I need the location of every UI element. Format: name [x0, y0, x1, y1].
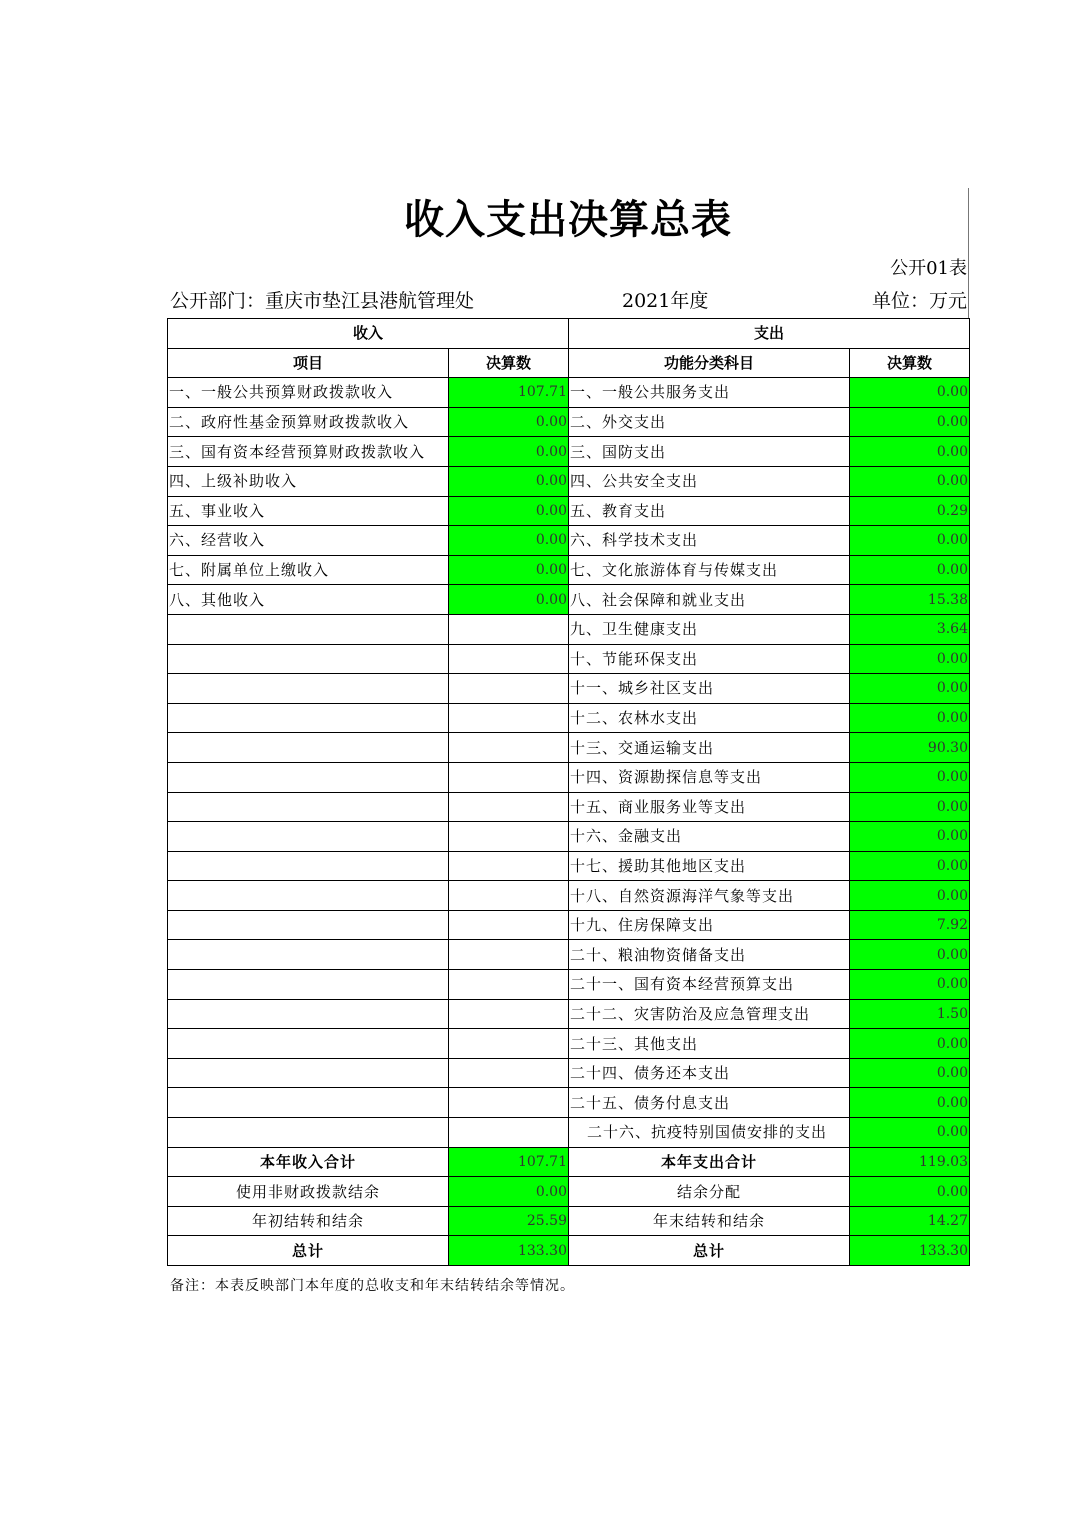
expense-item-label: 一、一般公共服务支出: [568, 378, 849, 408]
table-row: [168, 851, 970, 881]
income-item-label: [168, 733, 449, 763]
income-item-value: 0.00: [449, 437, 569, 467]
expense-item-label: 七、文化旅游体育与传媒支出: [568, 555, 849, 585]
expense-item-value: 0.00: [850, 407, 970, 437]
summary-income-label: 总计: [168, 1236, 449, 1266]
expense-item-value: 0.00: [850, 940, 970, 970]
expense-item-value: 0.00: [850, 851, 970, 881]
unit-label: 单位：万元: [871, 290, 967, 312]
summary-expense-label: 本年支出合计: [568, 1147, 849, 1177]
budget-table: [167, 318, 970, 1266]
expense-item-label: 十五、商业服务业等支出: [568, 792, 849, 822]
income-item-value: 0.00: [449, 407, 569, 437]
expense-item-value: 0.00: [850, 378, 970, 408]
income-item-value: [449, 674, 569, 704]
income-item-value: [449, 703, 569, 733]
function-item-column-header: 功能分类科目: [568, 348, 849, 378]
income-item-value: [449, 733, 569, 763]
expense-item-label: 十、节能环保支出: [568, 644, 849, 674]
expense-item-value: 0.00: [850, 1088, 970, 1118]
expense-item-label: 二十一、国有资本经营预算支出: [568, 970, 849, 1000]
income-item-label: [168, 970, 449, 1000]
expense-item-value: 1.50: [850, 999, 970, 1029]
table-row: [168, 910, 970, 940]
summary-row: [168, 1206, 970, 1236]
expense-item-label: 二十三、其他支出: [568, 1029, 849, 1059]
form-number: 公开01表: [890, 258, 967, 279]
table-row: [168, 792, 970, 822]
table-row: [168, 1118, 970, 1148]
expense-item-value: 0.00: [850, 762, 970, 792]
summary-income-value: 133.30: [449, 1236, 569, 1266]
income-item-value: 107.71: [449, 378, 569, 408]
table-row: [168, 555, 970, 585]
expense-item-label: 二十、粮油物资储备支出: [568, 940, 849, 970]
table-row: [168, 762, 970, 792]
expense-item-value: 0.00: [850, 644, 970, 674]
income-item-label: [168, 792, 449, 822]
income-item-value: [449, 940, 569, 970]
income-item-value: [449, 792, 569, 822]
income-item-label: [168, 762, 449, 792]
expense-item-label: 十二、农林水支出: [568, 703, 849, 733]
table-row: [168, 940, 970, 970]
department-label: 公开部门：重庆市垫江县港航管理处: [170, 290, 475, 312]
expense-item-label: 十九、住房保障支出: [568, 910, 849, 940]
summary-income-label: 使用非财政拨款结余: [168, 1177, 449, 1207]
expense-item-label: 二、外交支出: [568, 407, 849, 437]
expense-item-label: 八、社会保障和就业支出: [568, 585, 849, 615]
table-row: [168, 999, 970, 1029]
amount2-column-header: 决算数: [850, 348, 970, 378]
income-item-label: [168, 1118, 449, 1148]
table-row: [168, 496, 970, 526]
expense-item-value: 0.00: [850, 555, 970, 585]
expense-item-label: 四、公共安全支出: [568, 466, 849, 496]
table-row: [168, 881, 970, 911]
summary-row: [168, 1177, 970, 1207]
income-item-value: [449, 822, 569, 852]
expense-item-label: 二十四、债务还本支出: [568, 1058, 849, 1088]
income-item-value: [449, 644, 569, 674]
expense-item-label: 十八、自然资源海洋气象等支出: [568, 881, 849, 911]
income-item-label: 八、其他收入: [168, 585, 449, 615]
income-header: 收入: [168, 319, 569, 349]
income-item-label: [168, 674, 449, 704]
table-row: [168, 1029, 970, 1059]
expense-item-value: 0.00: [850, 881, 970, 911]
table-row: [168, 466, 970, 496]
income-item-value: [449, 851, 569, 881]
income-item-value: 0.00: [449, 526, 569, 556]
income-item-label: 七、附属单位上缴收入: [168, 555, 449, 585]
income-item-value: 0.00: [449, 585, 569, 615]
expense-item-value: 90.30: [850, 733, 970, 763]
table-row: [168, 674, 970, 704]
income-item-label: [168, 644, 449, 674]
income-item-label: [168, 851, 449, 881]
table-row: [168, 407, 970, 437]
income-item-label: [168, 910, 449, 940]
table-row: [168, 437, 970, 467]
income-item-value: [449, 1118, 569, 1148]
expense-item-label: 六、科学技术支出: [568, 526, 849, 556]
expense-item-value: 0.00: [850, 822, 970, 852]
income-item-label: 二、政府性基金预算财政拨款收入: [168, 407, 449, 437]
expense-item-label: 十六、金融支出: [568, 822, 849, 852]
summary-income-value: 25.59: [449, 1206, 569, 1236]
expense-item-label: 十四、资源勘探信息等支出: [568, 762, 849, 792]
income-item-value: [449, 881, 569, 911]
expense-item-label: 五、教育支出: [568, 496, 849, 526]
income-item-label: 一、一般公共预算财政拨款收入: [168, 378, 449, 408]
income-item-value: [449, 1029, 569, 1059]
summary-income-label: 年初结转和结余: [168, 1206, 449, 1236]
table-row: [168, 970, 970, 1000]
summary-income-value: 0.00: [449, 1177, 569, 1207]
expense-item-value: 0.00: [850, 1058, 970, 1088]
summary-expense-value: 133.30: [850, 1236, 970, 1266]
table-row: [168, 733, 970, 763]
income-item-label: 四、上级补助收入: [168, 466, 449, 496]
summary-expense-label: 年末结转和结余: [568, 1206, 849, 1236]
income-item-value: [449, 1088, 569, 1118]
summary-income-label: 本年收入合计: [168, 1147, 449, 1177]
expense-item-value: 3.64: [850, 614, 970, 644]
income-item-value: [449, 1058, 569, 1088]
expense-item-value: 0.00: [850, 703, 970, 733]
expense-item-label: 十一、城乡社区支出: [568, 674, 849, 704]
table-body: [168, 378, 970, 1266]
income-item-label: 五、事业收入: [168, 496, 449, 526]
expense-header: 支出: [568, 319, 969, 349]
fiscal-year: 2021年度: [622, 290, 709, 312]
income-item-value: [449, 999, 569, 1029]
income-item-label: 六、经营收入: [168, 526, 449, 556]
expense-item-value: 15.38: [850, 585, 970, 615]
expense-item-value: 0.29: [850, 496, 970, 526]
table-row: [168, 378, 970, 408]
income-item-value: [449, 614, 569, 644]
income-item-value: [449, 762, 569, 792]
income-item-label: [168, 614, 449, 644]
table-column-header: [168, 348, 970, 378]
expense-item-value: 0.00: [850, 1029, 970, 1059]
table-row: [168, 822, 970, 852]
income-item-value: 0.00: [449, 496, 569, 526]
summary-expense-label: 结余分配: [568, 1177, 849, 1207]
expense-item-label: 三、国防支出: [568, 437, 849, 467]
expense-item-value: 0.00: [850, 1118, 970, 1148]
summary-expense-label: 总计: [568, 1236, 849, 1266]
expense-item-label: 十七、援助其他地区支出: [568, 851, 849, 881]
table-row: [168, 614, 970, 644]
income-item-label: [168, 703, 449, 733]
expense-item-label: 二十六、抗疫特别国债安排的支出: [568, 1118, 849, 1148]
table-row: [168, 1058, 970, 1088]
table-row: [168, 526, 970, 556]
table-row: [168, 1088, 970, 1118]
income-item-label: [168, 822, 449, 852]
income-item-value: 0.00: [449, 466, 569, 496]
expense-item-value: 0.00: [850, 466, 970, 496]
summary-expense-value: 14.27: [850, 1206, 970, 1236]
income-item-value: [449, 910, 569, 940]
income-item-label: [168, 999, 449, 1029]
income-item-label: [168, 1088, 449, 1118]
expense-item-value: 0.00: [850, 437, 970, 467]
amount-column-header: 决算数: [449, 348, 569, 378]
summary-expense-value: 119.03: [850, 1147, 970, 1177]
table-row: [168, 644, 970, 674]
table-row: [168, 585, 970, 615]
expense-item-label: 二十二、灾害防治及应急管理支出: [568, 999, 849, 1029]
footnote: 备注：本表反映部门本年度的总收支和年末结转结余等情况。: [170, 1278, 575, 1294]
income-item-value: 0.00: [449, 555, 569, 585]
income-item-label: [168, 1029, 449, 1059]
income-item-label: 三、国有资本经营预算财政拨款收入: [168, 437, 449, 467]
summary-income-value: 107.71: [449, 1147, 569, 1177]
income-item-label: [168, 1058, 449, 1088]
summary-expense-value: 0.00: [850, 1177, 970, 1207]
page-title: 收入支出决算总表: [404, 196, 732, 243]
expense-item-label: 九、卫生健康支出: [568, 614, 849, 644]
expense-item-value: 0.00: [850, 970, 970, 1000]
expense-item-label: 十三、交通运输支出: [568, 733, 849, 763]
summary-row: [168, 1147, 970, 1177]
income-item-label: [168, 940, 449, 970]
table-group-header: [168, 319, 970, 349]
expense-item-value: 0.00: [850, 526, 970, 556]
income-item-value: [449, 970, 569, 1000]
expense-item-label: 二十五、债务付息支出: [568, 1088, 849, 1118]
expense-item-value: 7.92: [850, 910, 970, 940]
expense-item-value: 0.00: [850, 792, 970, 822]
item-column-header: 项目: [168, 348, 449, 378]
income-item-label: [168, 881, 449, 911]
table-row: [168, 703, 970, 733]
expense-item-value: 0.00: [850, 674, 970, 704]
summary-row: [168, 1236, 970, 1266]
